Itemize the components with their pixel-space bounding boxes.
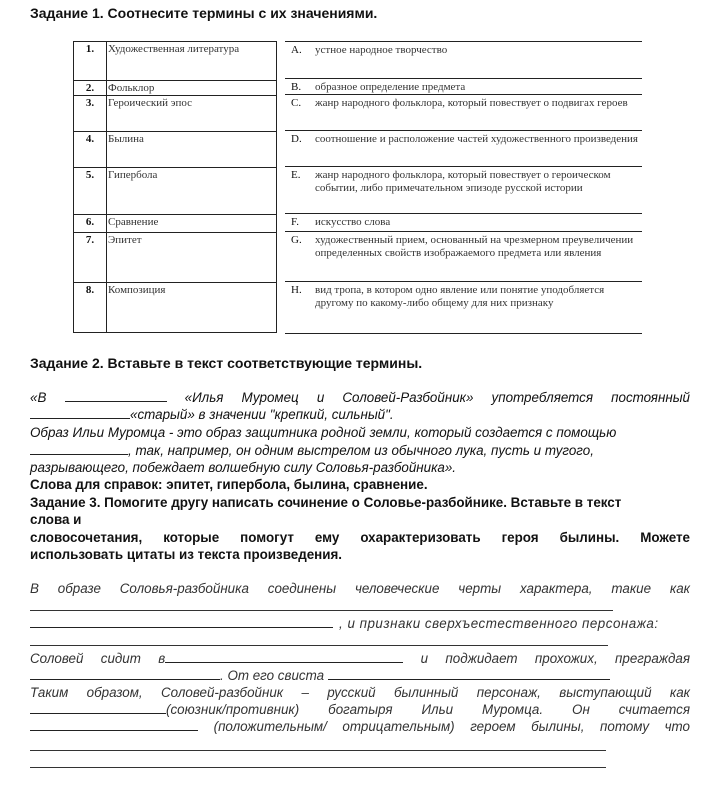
definition-letter: G. xyxy=(291,234,302,246)
term-number: 2. xyxy=(85,82,95,94)
definition-text: соотношение и расположение частей художественного произведения xyxy=(315,133,638,145)
terms-table-row xyxy=(74,167,276,215)
answer-blank-place[interactable] xyxy=(165,651,403,663)
terms-table-row xyxy=(74,95,276,132)
definition-separator xyxy=(285,130,642,131)
term-number: 7. xyxy=(85,234,95,246)
definition-letter: E. xyxy=(291,169,301,181)
term-label: Композиция xyxy=(108,284,166,296)
answer-blank-role[interactable] xyxy=(30,719,198,731)
terms-table-row xyxy=(74,131,276,168)
task1-title: Задание 1. Соотнесите термины с их значениями. xyxy=(30,5,378,21)
terms-table-row xyxy=(74,232,276,283)
definition-separator xyxy=(285,333,642,334)
answer-blank-path[interactable] xyxy=(30,668,220,680)
term-label: Фольклор xyxy=(108,82,155,94)
definition-separator xyxy=(285,213,642,214)
task3-title-line-1: Задание 3. Помогите другу написать сочинение о Соловье-разбойнике. Вставьте в текст xyxy=(30,495,622,510)
term-number: 6. xyxy=(85,216,95,228)
blank-genre[interactable] xyxy=(65,390,167,402)
task3-para-7 xyxy=(30,719,690,734)
task2-text-1a: «В xyxy=(30,390,47,405)
task3-para-1: В образе Соловья-разбойника соединены человеческие черты характера, такие как xyxy=(30,581,690,596)
definition-letter: H. xyxy=(291,284,302,296)
blank-hyperbole[interactable] xyxy=(30,443,128,455)
task3-text-2: , и признаки сверхъестественного персонажа: xyxy=(339,616,659,631)
task2-line-2 xyxy=(30,407,690,422)
definition-separator xyxy=(285,166,642,167)
task3-para-6 xyxy=(30,702,690,717)
task3-para-4 xyxy=(30,668,690,683)
task2-text-4: , так, например, он одним выстрелом из обычного лука, пусть и тугого, xyxy=(128,443,594,458)
term-number: 8. xyxy=(85,284,95,296)
terms-table-row xyxy=(74,282,276,335)
task3-text-3a: Соловей сидит в xyxy=(30,651,166,666)
definition-text: вид тропа, в котором одно явление или понятие уподобляется другому по какому-либо общему для них признаку xyxy=(315,284,605,309)
answer-line-8[interactable] xyxy=(30,750,606,751)
definition-letter: C. xyxy=(291,97,302,109)
term-label: Эпитет xyxy=(108,234,142,246)
task3-text-6a: (союзник/противник) богатыря Ильи Муромца. Он считается xyxy=(166,702,690,717)
definition-letter: B. xyxy=(291,81,302,93)
task3-title-line-2: слова и xyxy=(30,512,82,527)
definition-text: искусство слова xyxy=(315,216,391,228)
answer-line-9[interactable] xyxy=(30,767,606,768)
terms-table-row xyxy=(74,42,276,78)
answer-blank-ally[interactable] xyxy=(30,702,166,714)
task3-para-2 xyxy=(30,616,690,631)
definition-letter: A. xyxy=(291,44,302,56)
blank-epithet[interactable] xyxy=(30,407,130,419)
task3-para-3 xyxy=(30,651,690,666)
terms-table-row xyxy=(74,214,276,233)
task3-title-line-4: использовать цитаты из текста произведения. xyxy=(30,547,342,562)
definition-letter: D. xyxy=(291,133,302,145)
definition-separator xyxy=(285,231,642,232)
task2-text-1b: «Илья Муромец и Соловей-Разбойник» употребляется постоянный xyxy=(184,390,690,405)
task3-title-line-3: словосочетания, которые помогут ему охарактеризовать героя былины. Можете xyxy=(30,530,690,545)
definition-text: художественный прием, основанный на чрезмерном преувеличении определенных свойств изображаемого предмета или явления xyxy=(315,234,634,259)
task2-line-1 xyxy=(30,390,690,405)
task2-title: Задание 2. Вставьте в текст соответствующие термины. xyxy=(30,355,423,371)
term-label: Гипербола xyxy=(108,169,158,181)
help-words: Слова для справок: эпитет, гипербола, былина, сравнение. xyxy=(30,477,428,492)
terms-table xyxy=(73,41,277,333)
task2-line-5: разрывающего, побеждает волшебную силу Соловья-разбойника». xyxy=(30,460,457,475)
definition-separator xyxy=(285,94,642,95)
answer-line-3[interactable] xyxy=(30,645,608,646)
term-number: 4. xyxy=(85,133,95,145)
term-label: Былина xyxy=(108,133,144,145)
definition-text: жанр народного фольклора, который повествует о подвигах героев xyxy=(315,97,628,109)
definition-separator xyxy=(285,281,642,282)
term-label: Сравнение xyxy=(108,216,159,228)
task3-text-4a: . От его свиста xyxy=(220,668,325,683)
definition-text: образное определение предмета xyxy=(315,81,466,93)
definition-separator xyxy=(285,41,642,42)
term-number: 3. xyxy=(85,97,95,109)
answer-line-1[interactable] xyxy=(30,610,613,611)
definitions-list xyxy=(285,41,642,333)
definition-letter: F. xyxy=(291,216,299,228)
task3-text-7a: (положительным/ отрицательным) героем былины, потому что xyxy=(213,719,690,734)
term-number: 5. xyxy=(85,169,95,181)
terms-table-row xyxy=(74,80,276,95)
task3-para-5: Таким образом, Соловей-разбойник – русский былинный персонаж, выступающий как xyxy=(30,685,690,700)
term-number: 1. xyxy=(85,43,95,55)
task3-text-3b: и поджидает прохожих, преграждая xyxy=(420,651,690,666)
term-label: Героический эпос xyxy=(108,97,192,109)
task2-line-3: Образ Ильи Муромца - это образ защитника родной земли, который создается с помощью xyxy=(30,425,617,440)
answer-blank-whistle[interactable] xyxy=(328,668,610,680)
task2-line-4 xyxy=(30,443,690,458)
task2-text-2: «старый» в значении "крепкий, сильный". xyxy=(130,407,394,422)
definition-separator xyxy=(285,78,642,79)
term-label: Художественная литература xyxy=(108,43,240,55)
definition-text: устное народное творчество xyxy=(315,44,448,56)
answer-blank-2[interactable] xyxy=(30,616,333,628)
definition-text: жанр народного фольклора, который повествует о героическом событии, либо примечательном эпизоде русской истории xyxy=(315,169,611,194)
